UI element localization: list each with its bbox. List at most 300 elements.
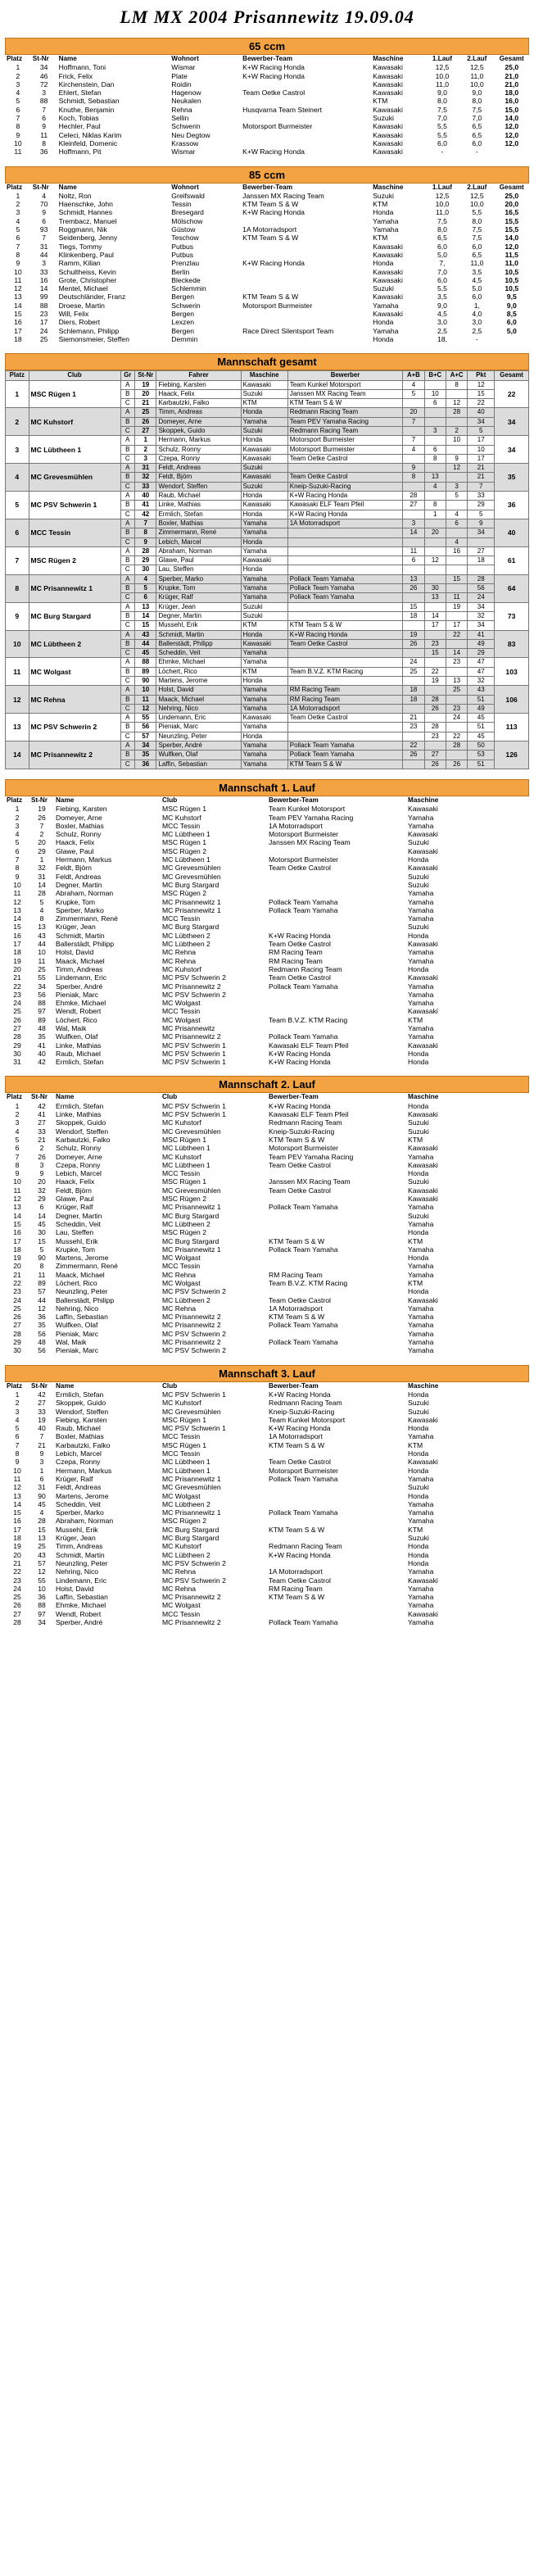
table-cell: 3	[16, 79, 20, 88]
table-cell: Sperber, André	[56, 1617, 103, 1626]
table-cell: 31	[39, 242, 48, 251]
table-cell	[267, 1024, 406, 1032]
col-platz: Platz	[6, 371, 29, 380]
table-cell: Sperber, Marko	[56, 1508, 104, 1517]
table-cell: RM Racing Team	[269, 1270, 323, 1279]
points: 56	[468, 584, 495, 593]
table-cell: 11,0	[505, 259, 518, 268]
table-cell: Kawasaki	[408, 1295, 438, 1304]
table-cell: 14,0	[505, 234, 519, 243]
points: 18	[468, 556, 495, 565]
table-cell	[267, 991, 406, 999]
table-cell: 21,0	[505, 71, 519, 80]
table-cell: Haack, Felix	[56, 838, 95, 847]
score-bc	[424, 565, 446, 574]
table-cell: Schulz, Ronny	[56, 830, 102, 839]
table-cell: 44	[39, 250, 48, 259]
table-cell	[267, 873, 406, 881]
machine: Yamaha	[241, 658, 287, 667]
score-bc: 28	[424, 695, 446, 704]
table-row	[5, 923, 529, 931]
table-cell: 27	[38, 1118, 46, 1127]
table-cell: MC Lübtheen 1	[162, 1160, 210, 1169]
table-cell: 13	[38, 923, 46, 932]
table-row	[5, 80, 529, 88]
table-cell: Trembacz, Manuel	[58, 216, 117, 225]
table-cell: KTM Team S & W	[269, 1135, 325, 1144]
table-row	[5, 1254, 529, 1262]
table-cell: 1	[15, 1101, 20, 1110]
entrant-team: K+W Racing Honda	[287, 492, 403, 501]
score-ac: 16	[446, 546, 467, 556]
table-cell: Yamaha	[408, 1245, 434, 1254]
table-cell: Yamaha	[408, 914, 434, 923]
team-club: MC Lübtheen 2	[29, 630, 120, 658]
score-ac: 3	[446, 482, 467, 491]
table-cell: Team Oetke Castrol	[269, 864, 331, 873]
col-platz: Platz	[7, 1381, 23, 1390]
table-cell: Honda	[373, 334, 394, 343]
table-cell: MC PSV Schwerin 2	[162, 1346, 226, 1355]
rider-name: Ermlich, Stefan	[156, 510, 241, 519]
table-cell: MC Wolgast	[162, 1601, 201, 1610]
table-cell: Demmin	[171, 334, 198, 343]
table-cell: 1	[15, 1390, 20, 1399]
start-number: 6	[135, 593, 156, 602]
entrant-team: KTM Team S & W	[287, 399, 403, 408]
table-cell	[241, 251, 371, 259]
points: 34	[468, 528, 495, 537]
table-row	[5, 838, 529, 846]
table-cell: K+W Racing Honda	[242, 71, 305, 80]
start-number: 36	[135, 760, 156, 769]
table-cell: Team PEV Yamaha Racing	[269, 1152, 354, 1161]
start-number: 25	[135, 408, 156, 417]
table-cell: 8	[39, 1262, 44, 1271]
rider-name: Linke, Mathias	[156, 501, 241, 510]
table-cell	[267, 1195, 406, 1203]
table-cell: MC Prisannewitz	[162, 1023, 215, 1032]
score-ab: 25	[403, 667, 424, 676]
table-cell: 10,5	[505, 275, 519, 284]
group-letter: A	[120, 630, 135, 639]
group-letter: B	[120, 417, 135, 426]
team-rank: 3	[6, 436, 29, 464]
col-platz: Platz	[7, 1093, 23, 1101]
group-letter: B	[120, 751, 135, 760]
entrant-team	[287, 528, 403, 537]
table-cell: 11,0	[435, 208, 450, 217]
table-cell: Kawasaki	[408, 1186, 438, 1195]
entrant-team	[287, 464, 403, 473]
table-cell: 3	[42, 88, 47, 98]
table-cell: 10,0	[435, 71, 450, 80]
table-cell: Pollack Team Yamaha	[269, 1245, 338, 1254]
col-club: Club	[162, 1093, 178, 1101]
table-cell: 4	[15, 1127, 20, 1136]
table-cell: Honda	[408, 1449, 429, 1458]
table-cell: 10,5	[505, 284, 519, 293]
table-cell: 14	[13, 1499, 21, 1508]
score-ab: 23	[403, 723, 424, 732]
table-cell: 28	[38, 1517, 46, 1526]
machine: Yamaha	[241, 574, 287, 583]
table-cell: Lexzen	[171, 318, 195, 327]
table-cell: Mussehl, Erik	[56, 1525, 98, 1534]
table-cell: 24	[13, 1295, 21, 1304]
table-cell: Wendorf, Steffen	[56, 1407, 109, 1416]
col-club: Club	[162, 1381, 178, 1390]
table-cell: 5	[39, 897, 44, 906]
entrant-team: Team Oetke Castrol	[287, 639, 403, 648]
table-cell: Kawasaki	[373, 88, 403, 98]
col-name: Name	[58, 183, 77, 191]
table-cell: MC Burg Stargard	[162, 1211, 219, 1220]
table-cell: Holst, David	[56, 1584, 94, 1593]
col-maschine: Maschine	[408, 1381, 439, 1390]
table-cell: 6,0	[472, 242, 482, 251]
table-cell: 7	[42, 234, 47, 243]
table-cell: Nehring, Nico	[56, 1304, 99, 1313]
table-cell: Lau, Steffen	[56, 1228, 94, 1237]
table-cell: 11	[14, 275, 22, 284]
table-cell: Raub, Michael	[56, 1049, 101, 1058]
table-cell: Suzuki	[408, 1407, 429, 1416]
machine: Kawasaki	[241, 380, 287, 389]
table-cell: Kawasaki	[373, 79, 403, 88]
group-letter: A	[120, 714, 135, 723]
table-cell: Glawe, Paul	[56, 1195, 94, 1204]
score-bc	[424, 417, 446, 426]
group-letter: B	[120, 501, 135, 510]
machine: Suzuki	[241, 426, 287, 435]
team-total: 34	[495, 436, 529, 464]
table-cell: 88	[39, 301, 48, 310]
table-cell: 25,0	[505, 191, 519, 200]
table-cell: 26	[13, 1015, 21, 1024]
table-cell: Honda	[408, 1049, 429, 1058]
col-st-nr: St-Nr	[32, 55, 49, 62]
table-cell: Will, Felix	[58, 310, 89, 319]
table-cell: 8	[16, 250, 20, 259]
table-cell: K+W Racing Honda	[269, 1049, 331, 1058]
table-cell	[241, 268, 371, 276]
score-ab: 7	[403, 436, 424, 445]
score-ab	[403, 621, 424, 630]
entrant-team	[287, 732, 403, 741]
table-cell: Yamaha	[408, 1329, 434, 1338]
table-cell: Kawasaki	[373, 147, 403, 156]
table-row	[5, 1237, 529, 1245]
table-cell: MCC Tessin	[162, 1007, 201, 1016]
score-ac	[446, 611, 467, 620]
table-row	[5, 914, 529, 923]
group-letter: B	[120, 695, 135, 704]
entrant-team: Kawasaki ELF Team Pfeil	[287, 501, 403, 510]
team-club: MC Kuhstorf	[29, 408, 120, 436]
table-cell: Yamaha	[408, 1219, 434, 1228]
table-cell: 28	[38, 889, 46, 898]
table-cell: 15	[38, 1236, 46, 1245]
machine: Yamaha	[241, 742, 287, 751]
score-ac: 12	[446, 464, 467, 473]
team-rank: 1	[6, 380, 29, 408]
table-cell: Yamaha	[408, 1617, 434, 1626]
entrant-team: Redmann Racing Team	[287, 426, 403, 435]
table-cell: 21	[13, 973, 21, 982]
table-cell: MC Grevesmühlen	[162, 1186, 221, 1195]
points: 15	[468, 389, 495, 398]
score-bc: 10	[424, 389, 446, 398]
table-cell: Feldt, Björn	[56, 864, 92, 873]
start-number: 12	[135, 704, 156, 713]
table-row	[5, 1601, 529, 1609]
table-cell: 5,5	[437, 122, 447, 131]
table-cell: Fiebing, Karsten	[56, 805, 107, 814]
table-cell: -	[475, 334, 478, 343]
table-cell: MCC Tessin	[162, 821, 201, 830]
table-row	[5, 932, 529, 940]
table-cell	[267, 1601, 406, 1609]
table-cell: Yamaha	[373, 326, 399, 335]
entrant-team: Team Oetke Castrol	[287, 473, 403, 482]
table-cell: 2	[39, 830, 44, 839]
table-cell: MC Prisannewitz 2	[162, 1593, 221, 1602]
entrant-team	[287, 556, 403, 565]
table-row	[5, 1346, 529, 1354]
team-rank: 4	[6, 464, 29, 492]
entrant-team	[287, 723, 403, 732]
score-bc: 3	[424, 426, 446, 435]
table-cell: 12,5	[469, 63, 484, 72]
table-row	[5, 259, 529, 267]
table-cell: 12	[13, 897, 21, 906]
table-cell: Wulfken, Olaf	[56, 1032, 98, 1041]
table-row	[5, 814, 529, 822]
table-cell: Linke, Mathias	[56, 1041, 102, 1050]
table-cell: Team Oetke Castrol	[269, 1295, 331, 1304]
table-cell: 10	[14, 138, 22, 147]
table-cell: 14	[13, 1211, 21, 1220]
table-cell: 17	[14, 326, 22, 335]
team-member-row	[6, 464, 529, 473]
table-cell: MSC Rügen 1	[162, 1135, 206, 1144]
table-cell: MC PSV Schwerin 2	[162, 1558, 226, 1567]
table-cell: 33	[38, 1127, 46, 1136]
entrant-team: Redmann Racing Team	[287, 408, 403, 417]
score-ab: 26	[403, 584, 424, 593]
table-cell: MC Wolgast	[162, 999, 201, 1008]
table-row	[5, 1153, 529, 1161]
table-cell: 15,5	[505, 225, 519, 234]
team-total: 36	[495, 492, 529, 519]
score-ac: 24	[446, 714, 467, 723]
table-row	[5, 310, 529, 318]
table-row	[5, 1296, 529, 1304]
points: 21	[468, 464, 495, 473]
table-cell: 56	[38, 1329, 46, 1338]
table-cell: 4	[42, 191, 47, 200]
table-row	[5, 1118, 529, 1127]
points: 43	[468, 686, 495, 695]
entrant-team	[287, 677, 403, 686]
table-row	[5, 881, 529, 889]
table-cell: 6,5	[437, 234, 447, 243]
table-cell: MC Rehna	[162, 1584, 197, 1593]
table-cell: MC Rehna	[162, 1304, 197, 1313]
group-letter: A	[120, 658, 135, 667]
table-row	[5, 327, 529, 335]
table-cell: 11,0	[470, 71, 484, 80]
team-member-row	[6, 574, 529, 583]
table-cell: Team B.V.Z. KTM Racing	[269, 1015, 348, 1024]
group-letter: C	[120, 732, 135, 741]
table-cell: Team Oetke Castrol	[269, 1458, 331, 1467]
table-cell: Frick, Felix	[58, 71, 93, 80]
table-cell: 40	[38, 1049, 46, 1058]
table-cell: Ballerstädt, Philipp	[56, 1295, 115, 1304]
score-bc: 28	[424, 723, 446, 732]
team-rank: 9	[6, 602, 29, 630]
rows-65	[5, 63, 529, 156]
table-cell: 3	[15, 1407, 20, 1416]
table-cell: 36	[38, 1593, 46, 1602]
col-club: Club	[29, 371, 120, 380]
table-cell: Honda	[408, 1550, 429, 1559]
start-number: 55	[135, 714, 156, 723]
table-cell: 7	[39, 821, 44, 830]
table-row	[5, 147, 529, 156]
table-cell: MC Kuhstorf	[162, 1399, 201, 1408]
table-row	[5, 192, 529, 200]
start-number: 7	[135, 519, 156, 528]
table-cell: Redmann Racing Team	[269, 964, 342, 973]
points	[468, 565, 495, 574]
table-cell: 5,5	[472, 208, 482, 217]
score-bc: 20	[424, 528, 446, 537]
table-cell: Honda	[408, 1466, 429, 1475]
start-number: 4	[135, 574, 156, 583]
group-letter: B	[120, 473, 135, 482]
rider-name: Timm, Andreas	[156, 408, 241, 417]
machine: Yamaha	[241, 519, 287, 528]
table-cell: MC PSV Schwerin 1	[162, 1110, 226, 1119]
entrant-team	[287, 602, 403, 611]
table-row	[5, 855, 529, 864]
rider-name: Lau, Steffen	[156, 565, 241, 574]
table-cell: Kawasaki	[408, 1576, 438, 1585]
col-platz: Platz	[7, 796, 23, 804]
rider-name: Lebich, Marcel	[156, 537, 241, 546]
table-cell: 6	[39, 1203, 44, 1212]
table-row	[5, 1432, 529, 1440]
table-cell: Race Direct Silentsport Team	[242, 326, 334, 335]
table-cell: Kawasaki	[373, 130, 403, 139]
table-cell: Yamaha	[408, 1601, 434, 1610]
start-number: 3	[135, 454, 156, 463]
table-cell: Kawasaki	[373, 71, 403, 80]
table-cell: 25	[39, 334, 48, 343]
score-bc	[424, 630, 446, 639]
table-cell: Neukalen	[171, 97, 201, 106]
col-bc: B+C	[424, 371, 446, 380]
table-cell: Yamaha	[408, 897, 434, 906]
group-letter: A	[120, 742, 135, 751]
table-cell: 11	[38, 956, 46, 965]
group-letter: A	[120, 464, 135, 473]
table-row	[5, 1032, 529, 1041]
table-cell: MC Wolgast	[162, 1015, 201, 1024]
start-number: 88	[135, 658, 156, 667]
team-club: MC Grevesmühlen	[29, 464, 120, 492]
table-cell	[241, 310, 371, 318]
rider-name: Löchert, Rico	[156, 667, 241, 676]
table-cell: 55	[38, 973, 46, 982]
section-band-lauf3: Mannschaft 3. Lauf	[5, 1365, 529, 1382]
score-bc	[424, 574, 446, 583]
rider-name: Holst, David	[156, 686, 241, 695]
table-cell: Maack, Michael	[56, 956, 105, 965]
table-cell: Janssen MX Racing Team	[269, 1177, 351, 1186]
table-cell: Honda	[408, 1169, 429, 1178]
table-cell: MC Rehna	[162, 1270, 197, 1279]
table-cell: 6	[42, 216, 47, 225]
table-row	[5, 234, 529, 242]
group-letter: A	[120, 519, 135, 528]
table-cell: MC Burg Stargard	[162, 923, 219, 932]
rows-lauf3	[5, 1390, 529, 1626]
col-team: Bewerber-Team	[242, 183, 292, 191]
col-wohnort: Wohnort	[171, 55, 199, 62]
score-ab: 4	[403, 380, 424, 389]
table-cell: 5	[16, 225, 20, 234]
table-cell: Degner, Martin	[56, 880, 102, 889]
machine: Yamaha	[241, 417, 287, 426]
table-cell: 28	[13, 1032, 21, 1041]
table-cell: 15	[14, 310, 22, 319]
table-cell: Motorsport Burmeister	[269, 1466, 339, 1475]
table-cell: Wulfken, Olaf	[56, 1321, 98, 1330]
table-cell: MC Lübtheen 1	[162, 855, 210, 864]
table-cell: Timm, Andreas	[56, 1542, 103, 1551]
table-cell: 7,5	[472, 225, 482, 234]
table-cell: 18,0	[505, 88, 519, 98]
table-cell: MC Wolgast	[162, 1491, 201, 1500]
table-cell: Hermann, Markus	[56, 855, 112, 864]
points	[468, 537, 495, 546]
table-cell: 55	[38, 1576, 46, 1585]
score-ab: 6	[403, 556, 424, 565]
table-row	[5, 1228, 529, 1236]
table-cell: Team Kunkel Motorsport	[269, 1415, 346, 1424]
score-ab: 28	[403, 492, 424, 501]
table-cell: Prenzlau	[171, 259, 200, 268]
table-cell: 11	[14, 147, 22, 156]
machine: Yamaha	[241, 751, 287, 760]
table-cell: Schmidt, Hannes	[58, 208, 113, 217]
table-cell: Honda	[408, 1254, 429, 1263]
group-letter: B	[120, 667, 135, 676]
table-cell: 25	[38, 964, 46, 973]
table-cell: 27	[13, 1321, 21, 1330]
table-cell: Domeyer, Arne	[56, 813, 102, 822]
table-cell: KTM Team S & W	[242, 234, 299, 243]
table-cell: MC Burg Stargard	[162, 1534, 219, 1543]
table-cell: 6,0	[437, 138, 447, 147]
score-ac: 13	[446, 677, 467, 686]
table-cell: Kawasaki	[373, 267, 403, 276]
table-cell: 23	[13, 1287, 21, 1296]
